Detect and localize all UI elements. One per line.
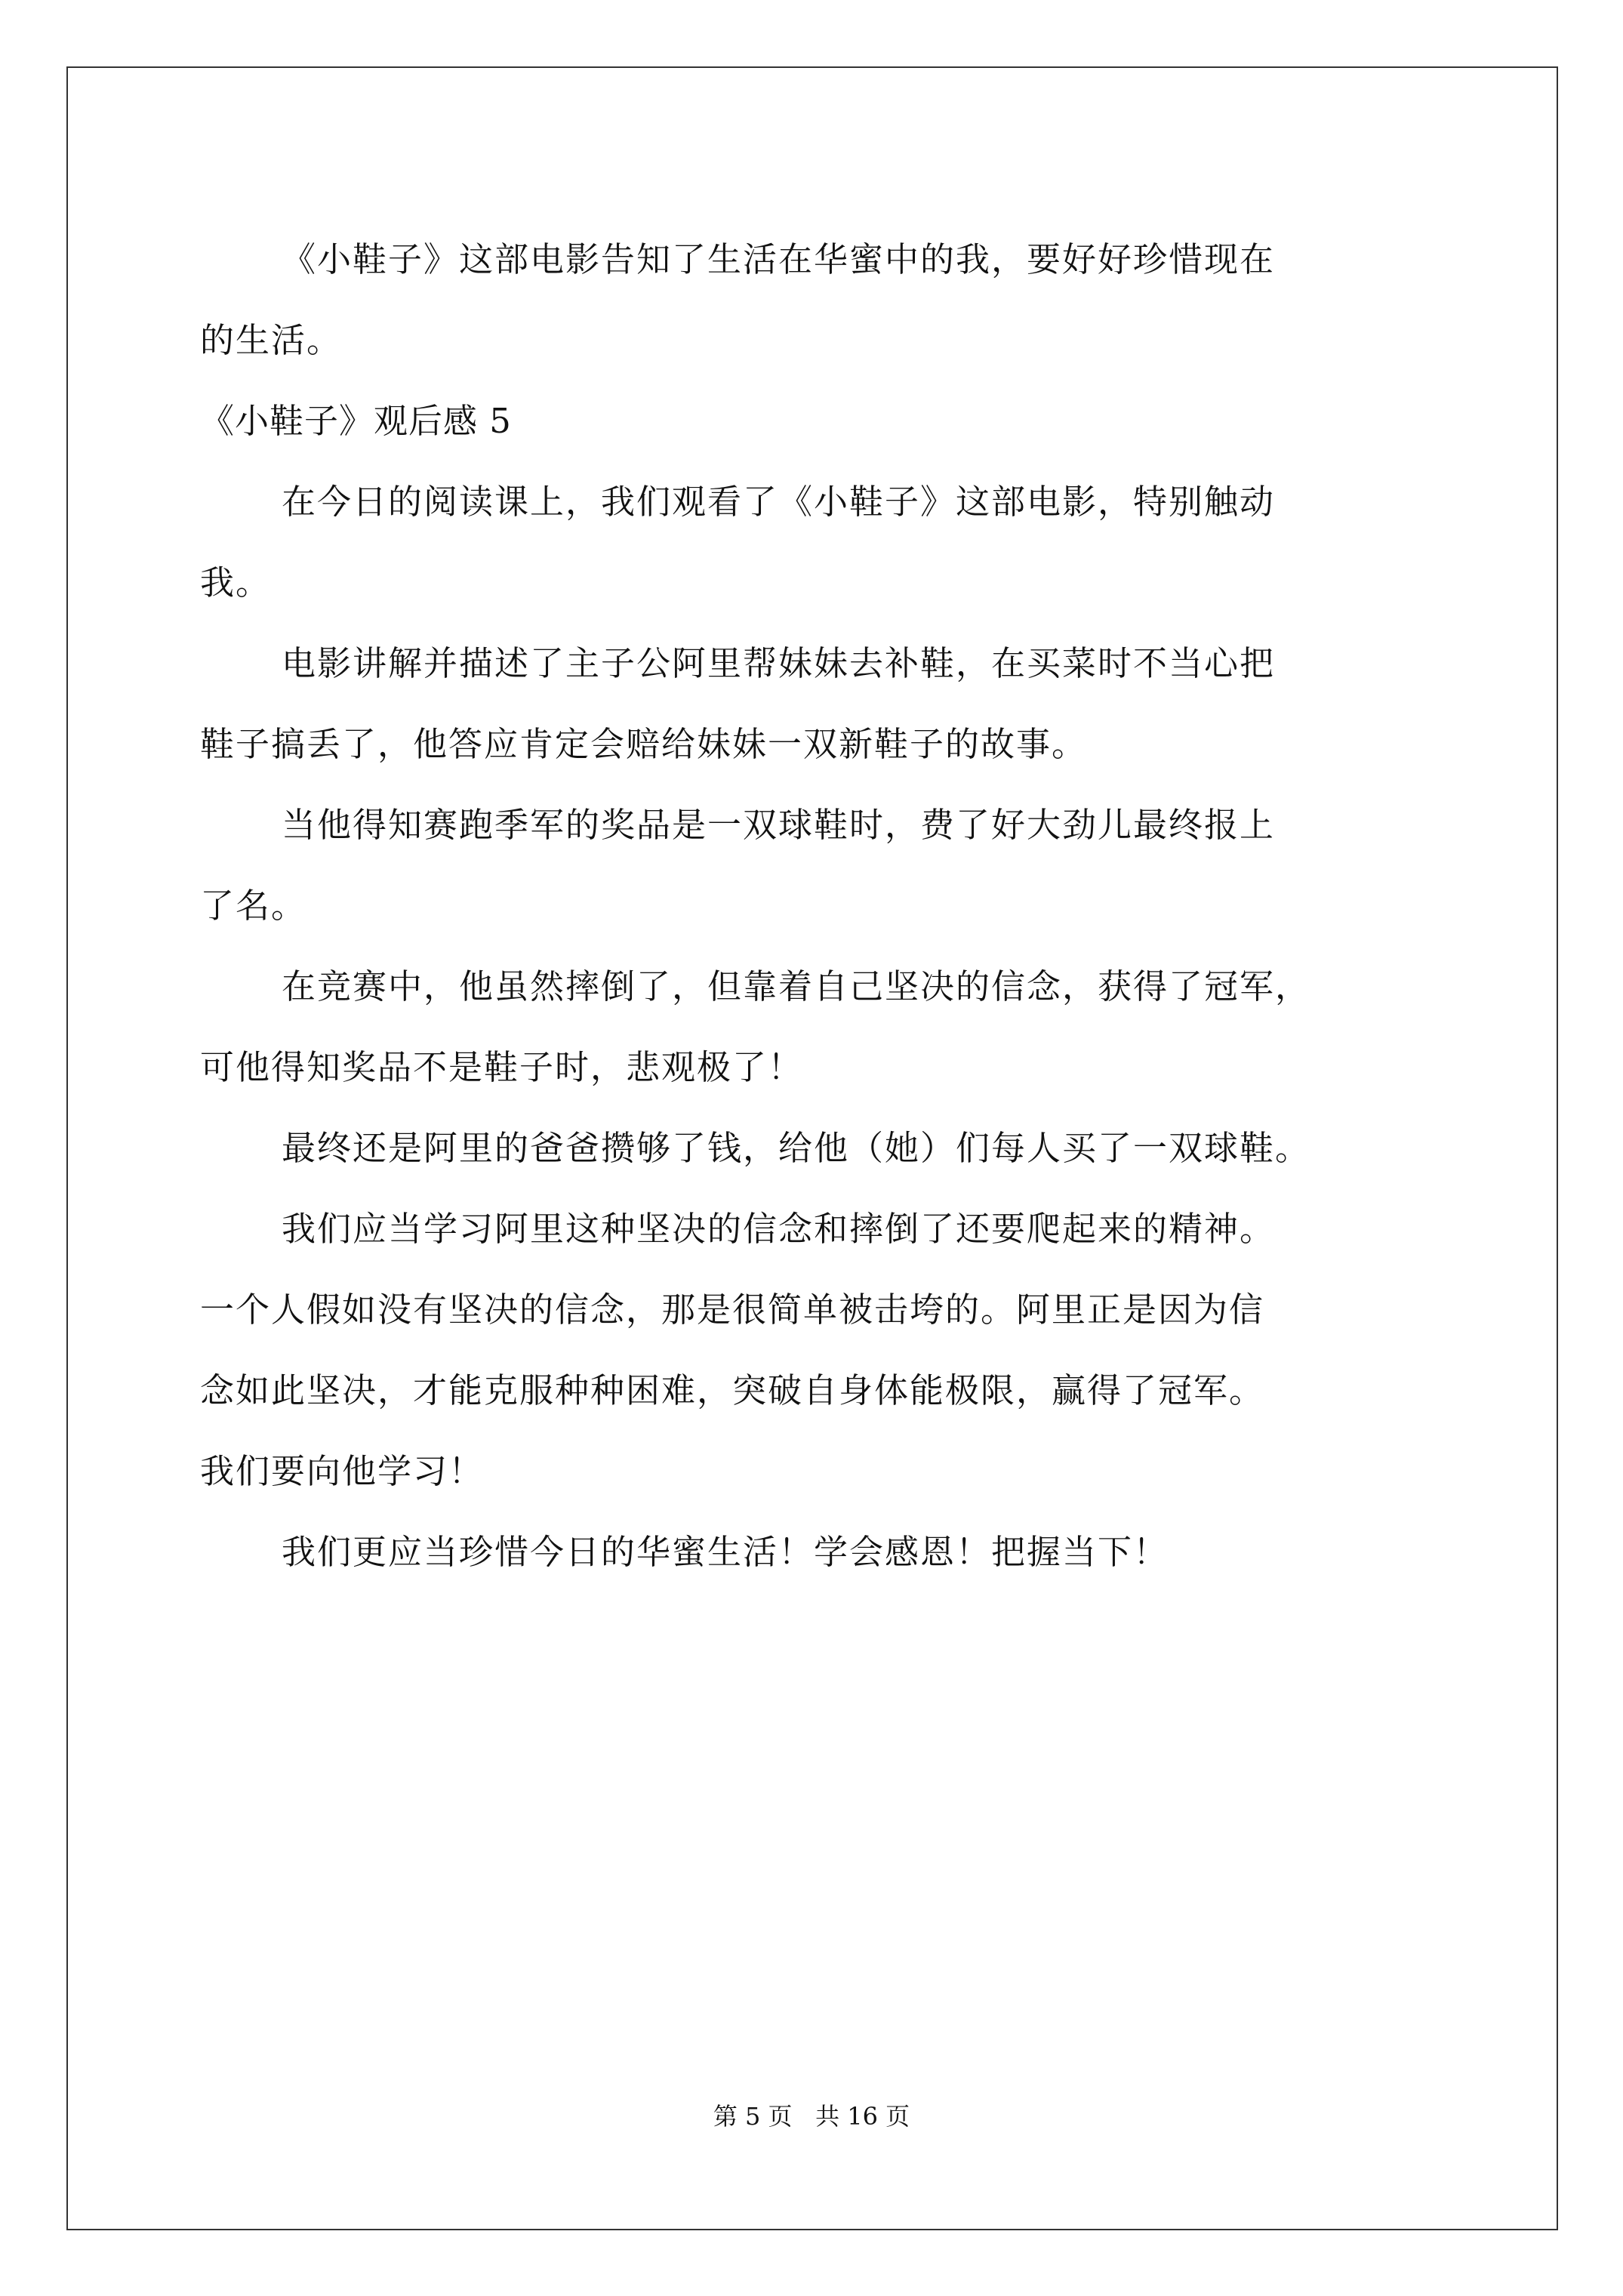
paragraph-line: 了名。 — [200, 886, 307, 926]
paragraph-line: 我。 — [200, 562, 272, 603]
paragraph-line: 一个人假如没有坚决的信念，那是很简单被击垮的。阿里正是因为信 — [200, 1290, 1265, 1330]
section-heading: 《小鞋子》观后感 5 — [200, 401, 512, 441]
paragraph-line: 我们要向他学习！ — [200, 1451, 485, 1491]
paragraph-line: 当他得知赛跑季军的奖品是一双球鞋时，费了好大劲儿最终报上 — [282, 805, 1276, 845]
paragraph-line: 《小鞋子》这部电影告知了生活在华蜜中的我，要好好珍惜现在 — [282, 239, 1276, 279]
paragraph-line: 最终还是阿里的爸爸攒够了钱，给他（她）们每人买了一双球鞋。 — [282, 1128, 1311, 1168]
paragraph-line: 电影讲解并描述了主子公阿里帮妹妹去补鞋，在买菜时不当心把 — [282, 643, 1276, 683]
paragraph-line: 我们更应当珍惜今日的华蜜生活！学会感恩！把握当下！ — [282, 1532, 1169, 1572]
document-body — [200, 219, 1438, 1592]
paragraph-line: 念如此坚决，才能克服种种困难，突破自身体能极限，赢得了冠军。 — [200, 1370, 1265, 1410]
page-footer: 第 5 页 共 16 页 — [713, 2102, 910, 2131]
paragraph-line: 可他得知奖品不是鞋子时，悲观极了！ — [200, 1047, 804, 1087]
paragraph-line: 在竞赛中，他虽然摔倒了，但靠着自己坚决的信念，获得了冠军， — [282, 966, 1311, 1006]
paragraph-line: 在今日的阅读课上，我们观看了《小鞋子》这部电影，特别触动 — [282, 482, 1276, 522]
paragraph-line: 我们应当学习阿里这种坚决的信念和摔倒了还要爬起来的精神。 — [282, 1209, 1276, 1249]
paragraph-line: 的生活。 — [200, 320, 343, 360]
paragraph-line: 鞋子搞丢了，他答应肯定会赔给妹妹一双新鞋子的故事。 — [200, 724, 1088, 764]
